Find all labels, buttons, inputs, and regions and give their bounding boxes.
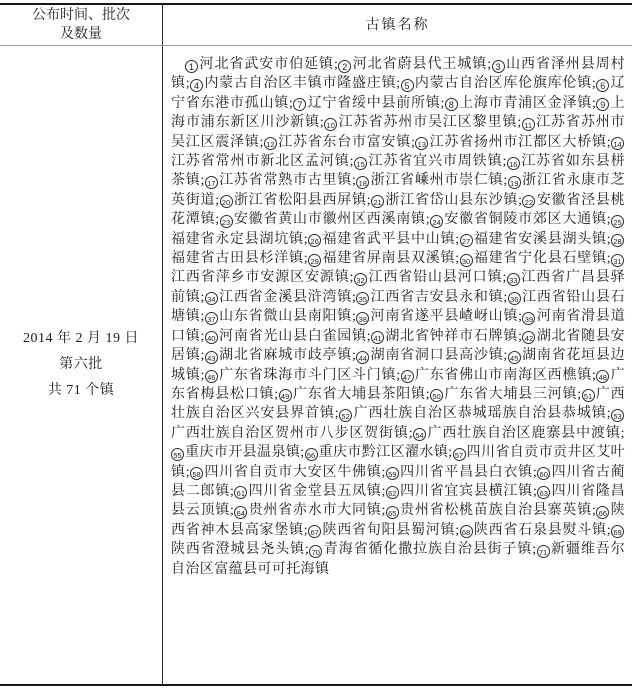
circled-number: 59 — [386, 467, 399, 480]
town-name: 浙江省嵊州市崇仁镇; — [370, 173, 508, 189]
town-name: 安徽省铜陵市郊区大通镇; — [444, 212, 611, 228]
town-name: 浙江省永康市芝英街道; — [171, 173, 626, 208]
town-name: 重庆市开县温泉镇; — [185, 445, 305, 461]
town-name: 江西省铅山县河口镇; — [367, 270, 507, 286]
circled-number: 10 — [324, 118, 337, 131]
circled-number: 49 — [279, 389, 292, 402]
circled-number: 67 — [308, 525, 321, 538]
town-name: 内蒙古自治区丰镇市隆盛庄镇; — [204, 76, 401, 92]
town-name: 湖北省钟祥市石牌镇; — [385, 328, 523, 344]
town-name: 福建省屏南县双溪镇; — [322, 251, 460, 267]
circled-number: 18 — [356, 176, 369, 189]
town-name: 河北省蔚县代王城镇; — [352, 57, 492, 72]
circled-number: 31 — [611, 254, 624, 267]
town-name: 江苏省苏州市吴江区黎里镇; — [338, 115, 522, 131]
circled-number: 52 — [339, 409, 352, 422]
town-name: 河南省光山县白雀园镇; — [218, 328, 372, 344]
town-name: 四川省自贡市大安区牛佛镇; — [204, 464, 386, 480]
town-name: 江西省金溪县浒湾镇; — [218, 289, 357, 305]
circled-number: 40 — [205, 331, 218, 344]
circled-number: 65 — [386, 506, 399, 519]
circled-number: 56 — [305, 448, 318, 461]
circled-number: 62 — [386, 486, 399, 499]
town-name: 辽宁省绥中县前所镇; — [307, 95, 445, 111]
town-name: 江苏省常熟市古里镇; — [218, 173, 357, 189]
circled-number: 30 — [460, 254, 473, 267]
circled-number: 19 — [508, 176, 521, 189]
circled-number: 1 — [185, 60, 198, 73]
town-name: 陕西省神木县高家堡镇; — [171, 503, 625, 538]
town-name: 四川省自贡市贡井区艾叶镇; — [171, 445, 626, 480]
circled-number: 39 — [522, 312, 535, 325]
circled-number: 57 — [453, 448, 466, 461]
circled-number: 15 — [354, 157, 367, 170]
circled-number: 32 — [354, 273, 367, 286]
town-name: 广东省珠海市斗门区斗门镇; — [218, 367, 401, 383]
town-name: 江西省吉安县永和镇; — [370, 289, 508, 305]
town-name: 上海市浦东新区川沙新镇; — [171, 95, 626, 131]
town-name: 浙江省松阳县西屏镇; — [233, 192, 372, 208]
town-name: 浙江省岱山县东沙镇; — [385, 192, 523, 208]
town-name: 广西壮族自治区贺州市八步区贺街镇; — [171, 425, 414, 441]
circled-number: 16 — [507, 157, 520, 170]
circled-number: 34 — [205, 292, 218, 305]
circled-number: 61 — [234, 486, 247, 499]
circled-number: 29 — [308, 254, 321, 267]
town-name: 山东省微山县南阳镇; — [218, 309, 357, 325]
town-name: 重庆市黔江区濯水镇; — [318, 445, 453, 461]
circled-number: 17 — [205, 176, 218, 189]
circled-number: 14 — [611, 137, 624, 150]
town-name: 广东省梅县松口镇; — [171, 367, 626, 402]
town-name: 广东省大埔县三河镇; — [444, 386, 582, 402]
circled-number: 47 — [401, 370, 414, 383]
town-name: 山西省泽州县周村镇; — [171, 57, 626, 92]
circled-number: 66 — [596, 506, 609, 519]
header-batch-line2: 及数量 — [60, 27, 102, 42]
town-name: 湖南省花垣县边城镇; — [171, 348, 626, 383]
town-name: 陕西省旬阳县蜀河镇; — [322, 522, 460, 538]
circled-number: 41 — [371, 331, 384, 344]
town-name: 安徽省泾县桃花潭镇; — [171, 192, 626, 228]
circled-number: 3 — [492, 60, 505, 73]
town-name: 安徽省黄山市徽州区西溪南镇; — [233, 212, 431, 228]
town-name: 福建省安溪县湖头镇; — [473, 231, 612, 247]
circled-number: 69 — [611, 525, 624, 538]
town-name: 四川省金堂县五凤镇; — [248, 483, 386, 499]
circled-number: 33 — [507, 273, 520, 286]
circled-number: 24 — [430, 215, 443, 228]
circled-number: 71 — [537, 545, 550, 558]
circled-number: 26 — [308, 234, 321, 247]
circled-number: 48 — [596, 370, 609, 383]
town-name: 河南省遂平县嵖岈山镇; — [370, 309, 523, 325]
circled-number: 22 — [522, 195, 535, 208]
town-name: 新疆维吾尔自治区富蕴县可可托海镇 — [171, 542, 626, 577]
town-name: 广西壮族自治区鹿寨县中渡镇; — [427, 425, 625, 441]
town-name: 湖北省随县安居镇; — [171, 328, 626, 364]
circled-number: 35 — [356, 292, 369, 305]
batch-number: 第六批 — [59, 357, 103, 372]
town-name: 江苏省扬州市江都区大桥镇; — [429, 134, 611, 150]
circled-number: 45 — [508, 351, 521, 364]
circled-number: 60 — [537, 467, 550, 480]
town-name: 陕西省石泉县熨斗镇; — [473, 522, 612, 538]
town-name: 福建省武平县中山镇; — [322, 231, 460, 247]
town-name: 河北省武安市伯延镇; — [199, 57, 339, 72]
town-name: 河南省滑县道口镇; — [171, 309, 626, 344]
town-name: 福建省古田县杉洋镇; — [171, 251, 309, 267]
circled-number: 46 — [205, 370, 218, 383]
circled-number: 42 — [522, 331, 535, 344]
town-name: 青海省循化撒拉族自治县街子镇; — [323, 542, 537, 558]
header-cell-town-names — [163, 5, 632, 45]
circled-number: 50 — [430, 389, 443, 402]
circled-number: 13 — [415, 137, 428, 150]
circled-number: 23 — [220, 215, 233, 228]
circled-number: 37 — [205, 312, 218, 325]
circled-number: 2 — [338, 60, 351, 73]
circled-number: 58 — [190, 467, 203, 480]
town-names-cell — [163, 46, 632, 684]
circled-number: 27 — [460, 234, 473, 247]
circled-number: 9 — [596, 98, 609, 111]
town-name: 内蒙古自治区库伦旗库伦镇; — [414, 76, 597, 92]
circled-number: 44 — [356, 351, 369, 364]
header-town-names-label: 古镇名称 — [365, 17, 430, 33]
town-name: 上海市青浦区金泽镇; — [458, 95, 597, 111]
circled-number: 36 — [508, 292, 521, 305]
circled-number: 4 — [190, 79, 203, 92]
town-name: 江苏省宜兴市周铁镇; — [367, 154, 507, 170]
header-cell-batch-info — [0, 5, 163, 45]
town-name: 四川省平昌县白衣镇; — [399, 464, 538, 480]
circled-number: 11 — [522, 118, 535, 131]
town-name: 福建省永定县湖坑镇; — [171, 231, 309, 247]
batch-date: 2014 年 2 月 19 日 — [23, 331, 139, 346]
circled-number: 5 — [401, 79, 414, 92]
town-name: 福建省宁化县石壁镇; — [473, 251, 612, 267]
town-name: 江苏省东台市富安镇; — [277, 134, 416, 150]
town-name: 江西省萍乡市安源区安源镇; — [171, 270, 354, 286]
circled-number: 38 — [356, 312, 369, 325]
towns-paragraph — [163, 46, 632, 579]
circled-number: 43 — [205, 351, 218, 364]
circled-number: 21 — [371, 195, 384, 208]
town-name: 江西省铅山县石塘镇; — [171, 289, 626, 325]
batch-count: 共 71 个镇 — [47, 383, 115, 398]
circled-number: 25 — [611, 215, 624, 228]
town-name: 湖北省麻城市歧亭镇; — [218, 348, 357, 364]
circled-number: 63 — [537, 486, 550, 499]
town-name: 贵州省松桃苗族自治县寨英镇; — [399, 503, 597, 519]
town-name: 广西壮族自治区兴安县界首镇; — [171, 386, 626, 422]
town-name: 贵州省赤水市大同镇; — [248, 503, 386, 519]
ancient-towns-table — [0, 3, 632, 686]
circled-number: 68 — [460, 525, 473, 538]
circled-number: 8 — [445, 98, 458, 111]
town-name: 四川省隆昌县云顶镇; — [171, 483, 626, 519]
circled-number: 28 — [611, 234, 624, 247]
town-name: 广西壮族自治区恭城瑶族自治县恭城镇; — [353, 406, 611, 422]
town-name: 江苏省如东县栟茶镇; — [171, 154, 625, 189]
town-name: 四川省宜宾县横江镇; — [399, 483, 538, 499]
circled-number: 70 — [309, 545, 322, 558]
town-name: 辽宁省东港市孤山镇; — [171, 76, 625, 111]
circled-number: 53 — [611, 409, 624, 422]
town-name: 广东省大埔县茶阳镇; — [292, 386, 431, 402]
town-name: 江苏省常州市新北区孟河镇; — [171, 154, 354, 170]
circled-number: 6 — [596, 79, 609, 92]
town-name: 广东省佛山市南海区西樵镇; — [414, 367, 597, 383]
circled-number: 64 — [234, 506, 247, 519]
circled-number: 20 — [220, 195, 233, 208]
header-batch-line1: 公布时间、批次 — [32, 8, 130, 23]
table-body-row — [0, 46, 632, 684]
table-header-row — [0, 5, 632, 46]
circled-number: 7 — [293, 98, 306, 111]
town-name: 湖南省洞口县高沙镇; — [370, 348, 508, 364]
circled-number: 54 — [413, 428, 426, 441]
circled-number: 51 — [582, 389, 595, 402]
batch-info-cell — [0, 46, 163, 684]
town-name: 陕西省澄城县尧头镇; — [171, 542, 310, 558]
town-name: 江西省广昌县驿前镇; — [171, 270, 625, 305]
town-name: 江苏省苏州市吴江区震泽镇; — [171, 115, 625, 150]
circled-number: 12 — [264, 137, 277, 150]
town-name: 四川省古蔺县二郎镇; — [171, 464, 625, 499]
circled-number: 55 — [171, 448, 184, 461]
